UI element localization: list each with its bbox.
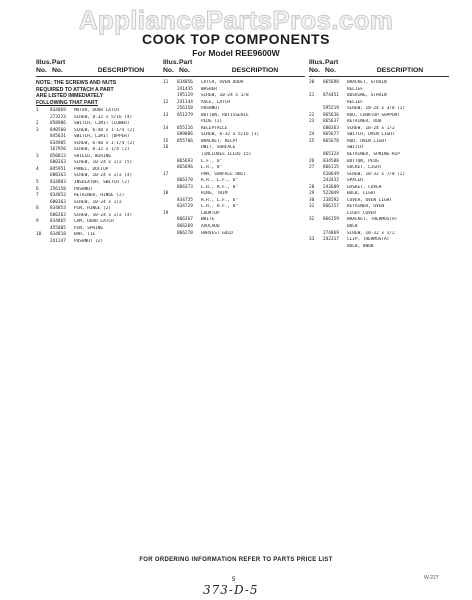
part-description: SCREW, 10-24 x 1/8 bbox=[201, 93, 249, 99]
part-number: 834853 bbox=[50, 193, 66, 199]
part-description: PLUG (2) bbox=[201, 119, 223, 125]
part-description: BUTTON, PLUG bbox=[347, 158, 379, 164]
part-description: BULB bbox=[347, 224, 358, 230]
illus-number: 12 bbox=[163, 99, 169, 105]
part-number: 680363 bbox=[323, 125, 339, 131]
illus-number: 3 bbox=[36, 127, 39, 133]
illus-header: Illus. bbox=[163, 59, 179, 66]
part-description: RETAINER, ROD bbox=[347, 119, 382, 125]
parts-column-1 bbox=[36, 59, 164, 245]
column-header-top bbox=[163, 59, 305, 67]
part-description: RELIEF bbox=[347, 99, 363, 105]
illus-number: 9 bbox=[36, 219, 39, 225]
description-header: DESCRIPTION bbox=[376, 67, 424, 74]
illus-number: 7 bbox=[36, 193, 39, 199]
parts-list bbox=[309, 80, 449, 250]
part-number: 834588 bbox=[323, 158, 339, 164]
part-number: 834803 bbox=[50, 180, 66, 186]
part-number: 865698 bbox=[323, 80, 339, 85]
handwritten-note: 373-D-5 bbox=[203, 583, 259, 597]
part-number: 865636 bbox=[323, 112, 339, 118]
part-description: L.R., R.F., 8" bbox=[201, 204, 239, 210]
note-line: NOTE: THE SCREWS AND NUTS bbox=[36, 80, 117, 86]
column-header-bottom bbox=[309, 67, 449, 77]
part-description: SCREW, 10-24 x 3/8 (2) bbox=[347, 106, 406, 112]
part-description: ROD, COOKTOP SUPPORT bbox=[347, 112, 400, 118]
part-description: SCREW, 10-32 x 1/2 bbox=[347, 230, 395, 236]
part-number: 241144 bbox=[177, 99, 193, 105]
part-description: UNIT, SURFACE bbox=[201, 145, 236, 151]
part-description: SCREW, 10-24 x 1/2 (4) bbox=[74, 173, 133, 179]
note-line: FOLLOWING THAT PART bbox=[36, 99, 98, 106]
parts-list bbox=[36, 108, 164, 245]
part-description: SPACER bbox=[347, 178, 363, 184]
part-description: SCREW, 10-32 x 7/8 (2) bbox=[347, 171, 406, 177]
part-row bbox=[163, 231, 305, 238]
part-header: Part bbox=[325, 59, 339, 66]
part-description: R.R., L.F., 6" bbox=[201, 178, 239, 184]
part-description: CLIP, THERMOSTAT bbox=[347, 237, 390, 243]
part-number: 865696 bbox=[177, 165, 193, 171]
part-description: PUSHNUT (2) bbox=[74, 238, 104, 244]
illus-number: 27 bbox=[309, 165, 315, 171]
part-description: BAR, TIE bbox=[74, 232, 96, 238]
part-number: 834818 bbox=[50, 232, 66, 238]
part-description: PIN, HINGE (2) bbox=[74, 206, 112, 212]
part-description: R.R., L.F., 6" bbox=[201, 197, 239, 203]
part-number: 855706 bbox=[177, 138, 193, 144]
illus-number: 26 bbox=[309, 158, 315, 164]
part-description: SCREW, 6-40 x 1-1/4 (2) bbox=[74, 127, 135, 133]
part-description: RETAINER, SPRING-RIP bbox=[347, 152, 400, 158]
illus-header: Illus. bbox=[309, 59, 325, 66]
illus-number bbox=[163, 231, 177, 238]
parts-column-3 bbox=[309, 59, 449, 250]
illus-number bbox=[36, 239, 50, 246]
illus-number: 16 bbox=[163, 145, 169, 151]
page-title: COOK TOP COMPONENTS bbox=[142, 31, 330, 47]
part-description: BRACKET, RECPT bbox=[201, 138, 239, 144]
part-number: 866270 bbox=[177, 230, 193, 236]
illus-number: 19 bbox=[163, 210, 169, 216]
part-no-header: No. bbox=[52, 67, 63, 74]
part-number: 195129 bbox=[177, 93, 193, 99]
part-number: 455005 bbox=[50, 225, 66, 231]
part-description: SCREW, 6-40 x 1-1/4 (2) bbox=[74, 140, 135, 146]
part-description: SCREW, 10-24 x 1/2 (4) bbox=[74, 212, 133, 218]
column-header-bottom bbox=[163, 67, 305, 77]
illus-number: 6 bbox=[36, 186, 39, 192]
part-number: 834853 bbox=[50, 206, 66, 212]
part-description: L.R., R.F., 8" bbox=[201, 184, 239, 190]
part-number: 680363 bbox=[50, 173, 66, 179]
part-header: Part bbox=[52, 59, 66, 66]
part-description: INSULATOR, SWITCH (2) bbox=[74, 180, 130, 186]
illus-number: 23 bbox=[309, 119, 315, 125]
part-number: 689006 bbox=[177, 132, 193, 138]
note-line: REQUIRED TO ATTACH A PART bbox=[36, 86, 114, 93]
part-number: 866370 bbox=[177, 178, 193, 184]
part-description: RETAINER, OVEN bbox=[347, 204, 385, 210]
illus-number: 17 bbox=[163, 171, 169, 177]
part-number: 866373 bbox=[177, 184, 193, 190]
illus-number: 18 bbox=[163, 191, 169, 197]
part-number: 680363 bbox=[50, 199, 66, 205]
illus-number bbox=[309, 244, 323, 251]
illus-number: 22 bbox=[309, 112, 315, 118]
part-description: BULB, KNOB bbox=[347, 243, 374, 249]
part-description: PUSHNUT bbox=[201, 106, 220, 112]
part-row bbox=[36, 239, 164, 246]
part-number: 874451 bbox=[323, 93, 339, 99]
page-reference: W-227 bbox=[424, 575, 439, 581]
part-description: BUSHING, STRAIN bbox=[347, 93, 387, 99]
note-line: ARE LISTED IMMEDIATELY bbox=[36, 93, 104, 99]
illus-number: 3 bbox=[36, 153, 39, 159]
illus-number: 8 bbox=[36, 206, 39, 212]
illus-number: 14 bbox=[163, 125, 169, 131]
illus-number: 20 bbox=[309, 80, 315, 85]
part-number: 866269 bbox=[177, 224, 193, 230]
part-description: SOCKET, LIGHT bbox=[347, 165, 382, 171]
part-number: 834729 bbox=[177, 204, 193, 210]
part-number: 865124 bbox=[323, 152, 339, 158]
illus-number: 25 bbox=[309, 138, 315, 144]
attachment-note bbox=[36, 80, 164, 106]
model-subtitle: For Model REE9600W bbox=[192, 48, 280, 58]
part-number: 845951 bbox=[50, 166, 66, 172]
part-description: SWITCH, LIMIT (UPPER) bbox=[74, 134, 130, 140]
part-number: 834735 bbox=[177, 197, 193, 203]
part-number: 851279 bbox=[177, 112, 193, 118]
part-description: BUTTON, ROTISSERIE bbox=[201, 112, 249, 118]
illus-no-header: No. bbox=[163, 67, 174, 74]
illus-header: Illus. bbox=[36, 59, 52, 66]
part-number: 834856 bbox=[177, 80, 193, 85]
description-header: DESCRIPTION bbox=[231, 67, 279, 74]
part-number: 834865 bbox=[50, 219, 66, 225]
part-description: AXLE, LATCH bbox=[201, 99, 231, 105]
illus-number: 30 bbox=[309, 197, 315, 203]
part-description: SCREW, 10-24 x 1/2 bbox=[347, 125, 395, 131]
part-description: RETAINER, HINGE (2) bbox=[74, 193, 125, 199]
part-row bbox=[309, 244, 449, 251]
illus-number: 31 bbox=[309, 204, 315, 210]
part-description: L.R., 8" bbox=[201, 165, 223, 171]
illus-number: 4 bbox=[36, 166, 39, 172]
illus-no-header: No. bbox=[309, 67, 320, 74]
part-number: 241435 bbox=[177, 86, 193, 92]
part-description: BRACKET, STRAIN bbox=[347, 80, 387, 85]
part-description: SCREW, 8-32 x 1/4 (2) bbox=[74, 147, 130, 153]
part-description: SCREW, 10-24 x 1/2 bbox=[74, 199, 122, 205]
illus-number: 29 bbox=[309, 191, 315, 197]
part-description: GASKET, COVER bbox=[347, 184, 382, 190]
description-header: DESCRIPTION bbox=[97, 67, 145, 74]
part-description: BULB, LIGHT bbox=[347, 191, 377, 197]
part-description: (INCLUDES ILLUS 15) bbox=[201, 152, 252, 158]
part-number: 243432 bbox=[323, 178, 339, 184]
part-description: RECEPTACLE bbox=[201, 125, 228, 131]
part-number: 855116 bbox=[177, 125, 193, 131]
illus-number: 24 bbox=[309, 132, 315, 138]
part-description: BRACKET, THERMOSTAT bbox=[347, 217, 398, 223]
part-number: 866267 bbox=[177, 217, 193, 223]
part-number: 866159 bbox=[323, 217, 339, 223]
part-no-header: No. bbox=[325, 67, 336, 74]
part-description: SCREW, 8-32 x 5/16 (4) bbox=[74, 114, 133, 120]
part-description: SWITCH, OVEN LIGHT bbox=[347, 132, 395, 138]
part-number: 865637 bbox=[323, 119, 339, 125]
part-number: 865678 bbox=[323, 138, 339, 144]
part-number: 865677 bbox=[323, 132, 339, 138]
part-number: 256158 bbox=[50, 186, 66, 192]
illus-number: 21 bbox=[309, 93, 315, 99]
part-description: WASHER bbox=[201, 86, 217, 92]
part-number: 256158 bbox=[177, 106, 193, 112]
part-number: 865693 bbox=[177, 158, 193, 164]
part-description: L.F., 6" bbox=[201, 158, 223, 164]
part-number: 834869 bbox=[50, 108, 66, 113]
illus-number: 10 bbox=[36, 232, 42, 238]
part-description: PUSHNUT bbox=[74, 186, 93, 192]
part-description: RELIEF bbox=[347, 86, 363, 92]
part-description: CATCH, OVEN DOOR bbox=[201, 80, 244, 85]
part-number: 238592 bbox=[323, 197, 339, 203]
part-number: 866115 bbox=[323, 165, 339, 171]
ordering-footer: FOR ORDERING INFORMATION REFER TO PARTS PRICE LIST bbox=[139, 557, 333, 563]
part-description: HARVEST GOLD bbox=[201, 230, 233, 236]
part-description: RING, TRIM bbox=[201, 191, 228, 197]
watermark: AppliancePartsPros.com bbox=[78, 5, 394, 35]
column-header-top bbox=[36, 59, 164, 67]
illus-number: 11 bbox=[163, 80, 169, 85]
part-description: WHITE bbox=[201, 217, 215, 223]
part-description: CAM, DOOR LATCH bbox=[74, 219, 114, 225]
illus-number: 15 bbox=[163, 138, 169, 144]
part-description: SWITCH, LIMIT (LOWER) bbox=[74, 121, 130, 127]
part-description: AVOCADO bbox=[201, 224, 220, 230]
part-number: 167950 bbox=[50, 147, 66, 153]
part-description: PANEL, DUCTOP bbox=[74, 166, 109, 172]
part-description: SCREW, 10-24 x 1/2 (5) bbox=[74, 160, 133, 166]
part-number: 243609 bbox=[323, 184, 339, 190]
part-number: 834905 bbox=[50, 140, 66, 146]
illus-number: 33 bbox=[309, 237, 315, 243]
part-number: 274869 bbox=[323, 230, 339, 236]
column-header-bottom bbox=[36, 67, 164, 77]
parts-column-2 bbox=[163, 59, 305, 237]
part-number: 522049 bbox=[323, 191, 339, 197]
part-number: 618649 bbox=[323, 171, 339, 177]
illus-number: 13 bbox=[163, 112, 169, 118]
part-header: Part bbox=[179, 59, 193, 66]
illus-number: 28 bbox=[309, 184, 315, 190]
illus-number: 5 bbox=[36, 180, 39, 186]
part-description: SCREW, 6-32 x 5/16 (1) bbox=[201, 132, 260, 138]
part-description: SWITCH bbox=[347, 145, 363, 151]
part-description: ROD, OVEN LIGHT bbox=[347, 138, 387, 144]
part-description: SHIELD, WIRING bbox=[74, 153, 112, 159]
parts-list bbox=[163, 80, 305, 237]
column-header-top bbox=[309, 59, 449, 67]
illus-number: 32 bbox=[309, 217, 315, 223]
part-number: 866157 bbox=[323, 204, 339, 210]
part-number: 840560 bbox=[50, 127, 66, 133]
part-number bbox=[323, 244, 347, 251]
part-description: MOTOR, DOOR LATCH bbox=[74, 108, 119, 113]
part-description: PIN, SPRING bbox=[74, 225, 104, 231]
part-number: 680363 bbox=[50, 212, 66, 218]
illus-number: 2 bbox=[36, 121, 39, 127]
part-description: COOKTOP bbox=[201, 210, 220, 216]
part-number: 850813 bbox=[50, 153, 66, 159]
part-description: PAN, SURFACE UNIT bbox=[201, 171, 246, 177]
part-no-header: No. bbox=[179, 67, 190, 74]
part-number: 595219 bbox=[323, 106, 339, 112]
part-number: 845631 bbox=[50, 134, 66, 140]
part-description: COVER, OVEN LIGHT bbox=[347, 197, 392, 203]
part-number: 241147 bbox=[50, 238, 66, 244]
illus-no-header: No. bbox=[36, 67, 47, 74]
page-number: 5 bbox=[232, 577, 236, 583]
part-number: 273223 bbox=[50, 114, 66, 120]
part-number: 242317 bbox=[323, 237, 339, 243]
part-description: LIGHT COVER bbox=[347, 210, 377, 216]
part-number: 858906 bbox=[50, 121, 66, 127]
illus-number: 1 bbox=[36, 108, 39, 113]
part-number: 680363 bbox=[50, 160, 66, 166]
